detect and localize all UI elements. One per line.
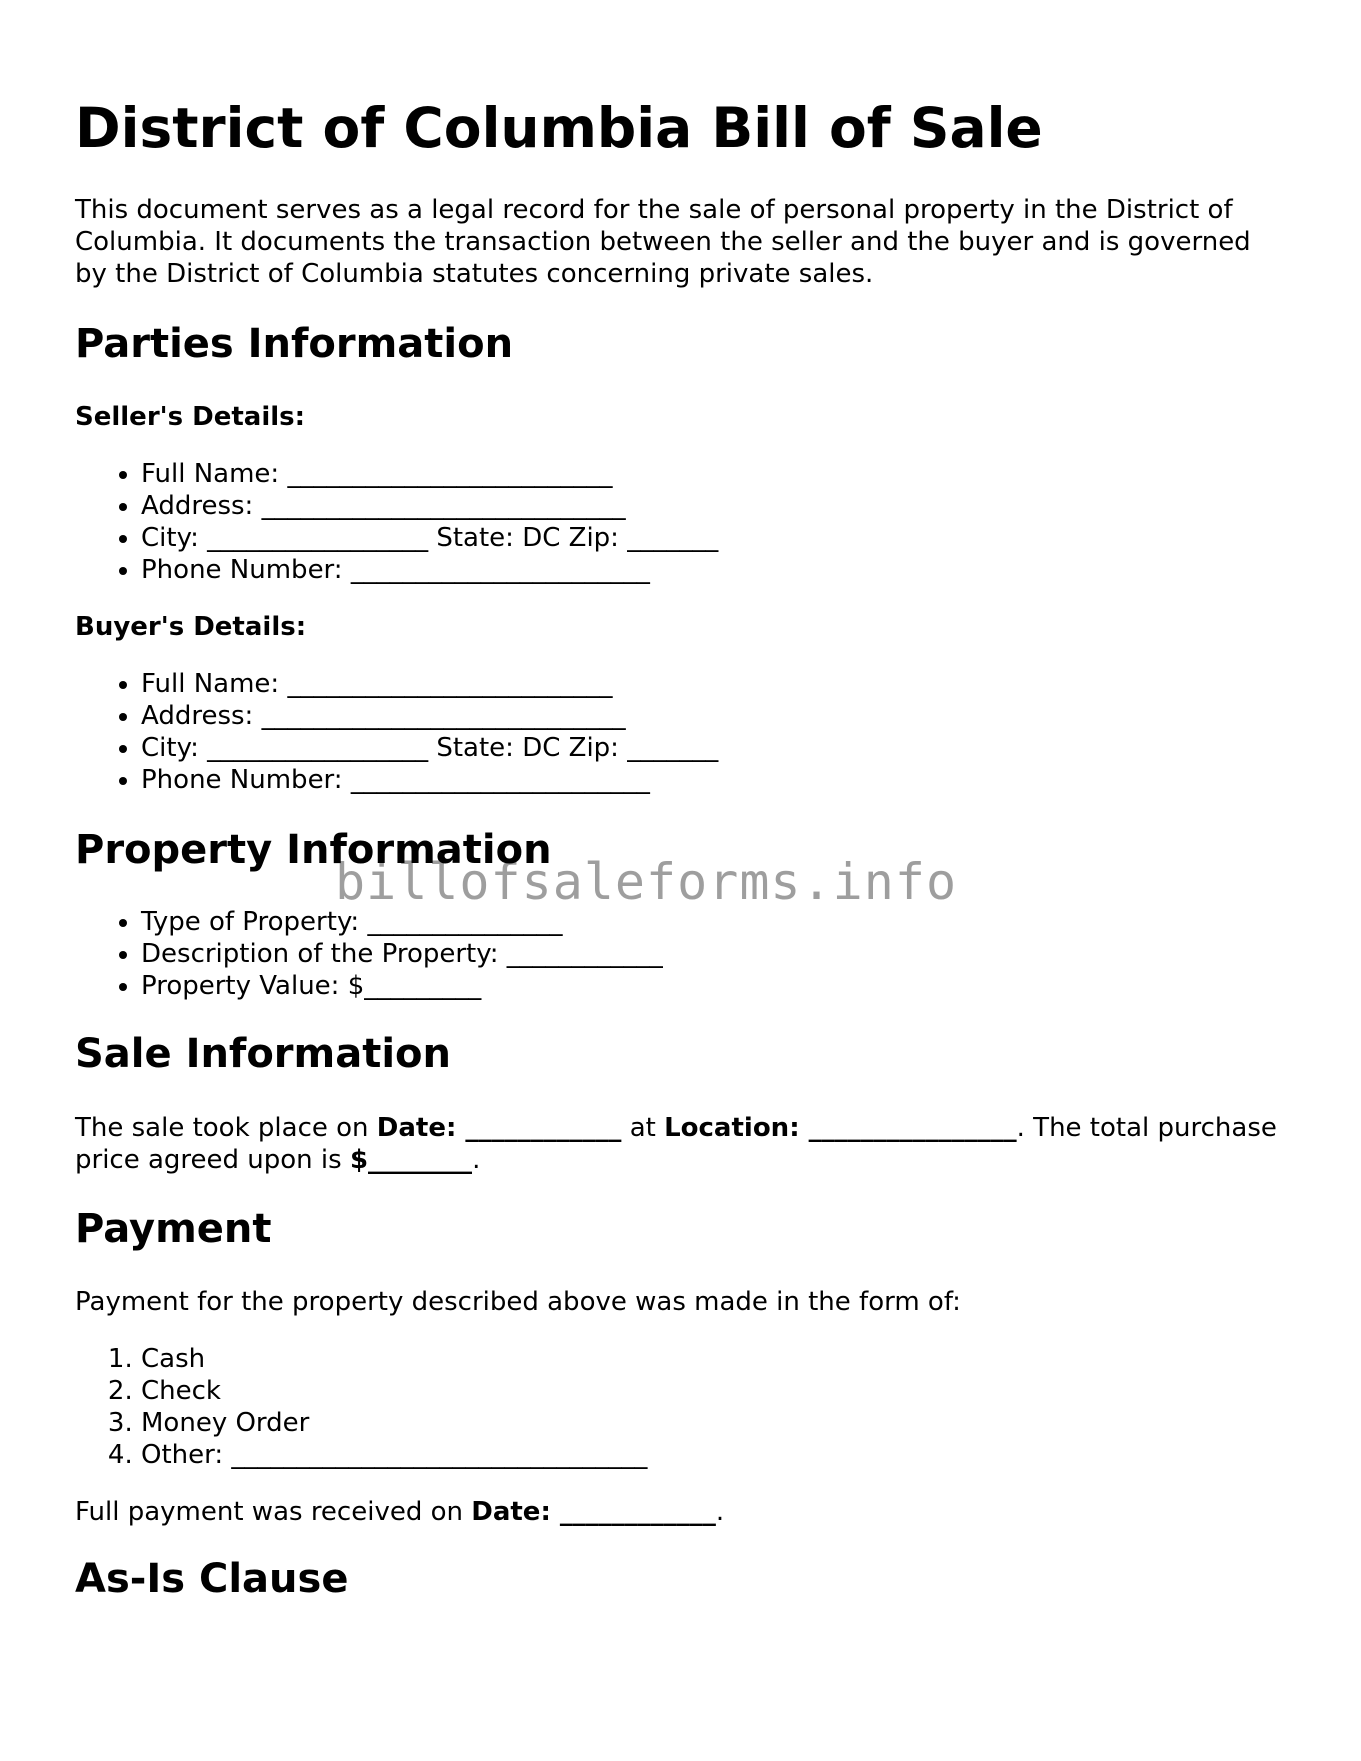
sale-text-3: . The total purchase price agreed upon is bbox=[75, 1113, 1277, 1175]
sale-date-blank: ____________ bbox=[456, 1113, 622, 1143]
sale-text-2: at bbox=[621, 1113, 665, 1143]
buyer-phone: • Phone Number: _______________________ bbox=[141, 764, 718, 796]
payment-received-date-label: Date: bbox=[471, 1497, 551, 1527]
payment-intro: Payment for the property described above was made in the form of: bbox=[75, 1287, 961, 1317]
sale-heading: Sale Information bbox=[75, 1031, 451, 1077]
sale-paragraph bbox=[75, 1112, 1290, 1176]
parties-heading: Parties Information bbox=[75, 321, 514, 367]
buyer-heading: Buyer's Details: bbox=[75, 612, 307, 642]
property-details-list bbox=[75, 906, 663, 1002]
property-description: • Description of the Property: ____________ bbox=[141, 938, 663, 970]
buyer-address: • Address: ____________________________ bbox=[141, 700, 718, 732]
document-title: District of Columbia Bill of Sale bbox=[75, 96, 1043, 160]
seller-phone: • Phone Number: _______________________ bbox=[141, 554, 718, 586]
seller-details-list bbox=[75, 458, 718, 586]
sale-location-blank: ________________ bbox=[799, 1113, 1017, 1143]
payment-option-other: 4. Other: ________________________________ bbox=[141, 1439, 647, 1471]
property-type: • Type of Property: _______________ bbox=[141, 906, 663, 938]
seller-full-name: • Full Name: _________________________ bbox=[141, 458, 718, 490]
seller-address: • Address: ____________________________ bbox=[141, 490, 718, 522]
watermark-text: billofsaleforms.info bbox=[335, 853, 958, 911]
payment-option-check: 2. Check bbox=[141, 1375, 647, 1407]
payment-heading: Payment bbox=[75, 1206, 272, 1252]
buyer-details-list bbox=[75, 668, 718, 796]
intro-paragraph: This document serves as a legal record for the sale of personal property in the District of Columbia. It documents the transaction between the seller and the buyer and is governed by the District of Columbia statutes concerning private sales. bbox=[75, 195, 1251, 289]
sale-date-label: Date: bbox=[376, 1113, 457, 1143]
payment-option-money-order: 3. Money Order bbox=[141, 1407, 647, 1439]
payment-option-cash: 1. Cash bbox=[141, 1343, 647, 1375]
property-heading: Property Information bbox=[75, 827, 552, 873]
sale-text-1: The sale took place on bbox=[75, 1113, 377, 1143]
payment-received-date-blank: ____________ bbox=[550, 1497, 716, 1527]
as-is-heading: As-Is Clause bbox=[75, 1556, 349, 1602]
property-value: • Property Value: $_________ bbox=[141, 970, 663, 1002]
payment-received-paragraph bbox=[75, 1496, 1290, 1528]
buyer-full-name: • Full Name: _________________________ bbox=[141, 668, 718, 700]
payment-options-list bbox=[75, 1343, 647, 1471]
payment-received-end: . bbox=[715, 1497, 725, 1527]
payment-received-text: Full payment was received on bbox=[75, 1497, 472, 1527]
sale-location-label: Location: bbox=[664, 1113, 800, 1143]
sale-price-blank: $________ bbox=[349, 1145, 473, 1175]
seller-city-state-zip: • City: _________________ State: DC Zip: _______ bbox=[141, 522, 718, 554]
sale-text-4: . bbox=[472, 1145, 481, 1175]
seller-heading: Seller's Details: bbox=[75, 402, 306, 432]
buyer-city-state-zip: • City: _________________ State: DC Zip: _______ bbox=[141, 732, 718, 764]
